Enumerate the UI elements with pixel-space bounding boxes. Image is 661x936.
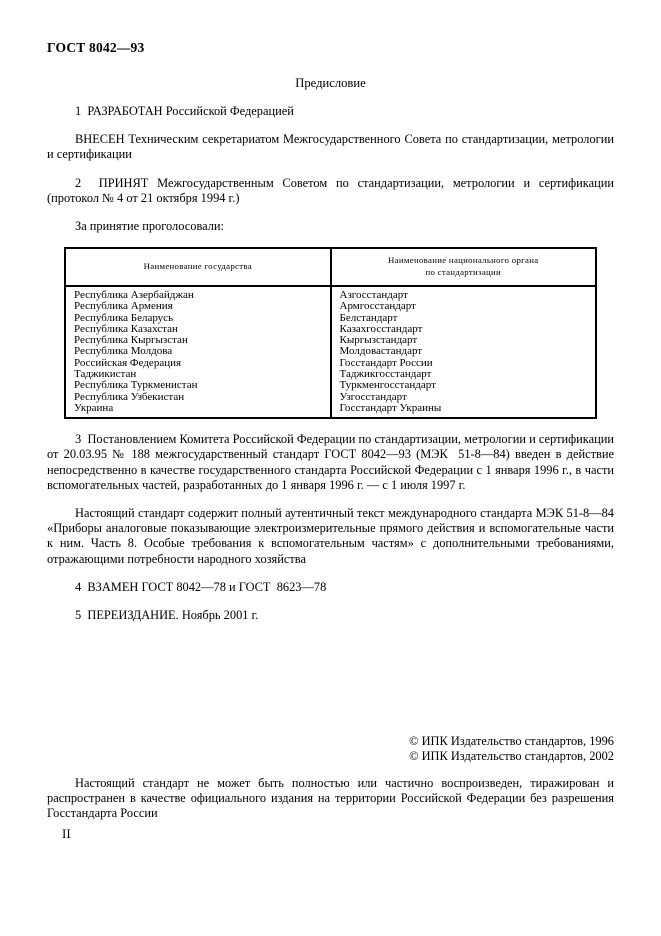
state-cell: Российская Федерация — [65, 358, 331, 369]
national-body-cell: Казахгосстандарт — [339, 323, 423, 335]
copyright-line-2002: © ИПК Издательство стандартов, 2002 — [409, 749, 614, 764]
national-body-cell: Армгосстандарт — [339, 301, 416, 313]
table-row — [65, 380, 596, 391]
clause-reissue: 5 ПЕРЕИЗДАНИЕ. Ноябрь 2001 г. — [75, 608, 259, 623]
voting-table-header — [65, 248, 596, 286]
page-footer — [47, 734, 614, 821]
voting-table — [64, 247, 597, 419]
voting-table-body — [65, 286, 596, 418]
national-body-cell: Белстандарт — [339, 312, 398, 324]
clause-enactment: 3 Постановлением Комитета Российской Федерации по стандартизации, метрологии и сертификации от 20.03.95 № 188 межгосударственный стандарт ГОСТ 8042—93 (МЭК 51-8—84) введен в действие непосредственно в качестве государственного стандарта Российской Федерации с 1 января 1996 г., в части вспомогательных частей, разработанных до 1 января 1996 г. — с 1 июля 1997 г. — [47, 432, 614, 492]
table-row — [65, 403, 596, 418]
national-body-cell: Туркменгосстандарт — [339, 380, 436, 392]
table-row — [65, 286, 596, 301]
national-body-cell: Госстандарт России — [339, 357, 433, 369]
national-body-cell: Госстандарт Украины — [339, 402, 442, 414]
state-cell: Республика Кыргызстан — [65, 335, 331, 346]
header-row — [65, 248, 596, 286]
table-row — [65, 392, 596, 403]
column-header-national-body-line1: Наименование национального органа — [388, 255, 539, 266]
state-cell: Республика Туркменистан — [65, 380, 331, 391]
reproduction-restriction: Настоящий стандарт не может быть полностью или частично воспроизведен, тиражирован и распространен в качестве официального издания на территории Российской Федерации без разрешения Госстандарта России — [47, 775, 614, 821]
table-row — [65, 335, 596, 346]
state-cell: Республика Молдова — [65, 346, 331, 357]
clause-submitted: ВНЕСЕН Техническим секретариатом Межгосударственного Совета по стандартизации, метрологии и сертификации — [47, 132, 614, 162]
column-header-national-body-line2: по стандартизации — [425, 267, 502, 278]
clause-adopted: 2 ПРИНЯТ Межгосударственным Советом по стандартизации, метрологии и сертификации (протокол № 4 от 21 октября 1994 г.) — [47, 175, 614, 205]
voting-intro: За принятие проголосовали: — [75, 219, 224, 234]
column-header-state: Наименование государства — [65, 248, 331, 286]
state-cell: Таджикистан — [65, 369, 331, 380]
page-number: II — [62, 826, 71, 841]
table-row — [65, 313, 596, 324]
national-body-cell: Азгосстандарт — [339, 288, 408, 301]
copyright-line-1996: © ИПК Издательство стандартов, 1996 — [409, 734, 614, 748]
national-body-cell: Узгосстандарт — [339, 391, 407, 403]
table-row — [65, 358, 596, 369]
national-body-cell: Таджикгосстандарт — [339, 369, 432, 381]
state-cell: Республика Узбекистан — [65, 392, 331, 403]
page-title: Предисловие — [295, 76, 366, 90]
copyright-block — [47, 734, 614, 765]
clause-replaces: 4 ВЗАМЕН ГОСТ 8042—78 и ГОСТ 8623—78 — [75, 579, 327, 594]
national-body-cell: Кыргызстандарт — [339, 335, 418, 347]
table-row — [65, 369, 596, 380]
state-cell: Республика Беларусь — [65, 313, 331, 324]
state-cell: Республика Армения — [65, 301, 331, 312]
table-row — [65, 346, 596, 357]
document-code: ГОСТ 8042—93 — [47, 40, 145, 55]
clause-standard-content-note: Настоящий стандарт содержит полный аутентичный текст международного стандарта МЭК 51-8—84 «Приборы аналоговые показывающие электроизмерительные прямого действия и вспомогательные части к ним. Часть 8. Особые требования к вспомогательным частям» с дополнительными требованиями, отражающими потребности народного хозяйства — [47, 506, 614, 566]
table-row — [65, 301, 596, 312]
table-row — [65, 324, 596, 335]
state-cell: Республика Казахстан — [65, 324, 331, 335]
state-cell: Республика Азербайджан — [65, 286, 331, 301]
national-body-cell: Молдовастандарт — [339, 346, 423, 358]
column-header-national-body — [331, 248, 597, 286]
clause-developed: 1 РАЗРАБОТАН Российской Федерацией — [75, 104, 294, 118]
state-cell: Украина — [65, 403, 331, 418]
